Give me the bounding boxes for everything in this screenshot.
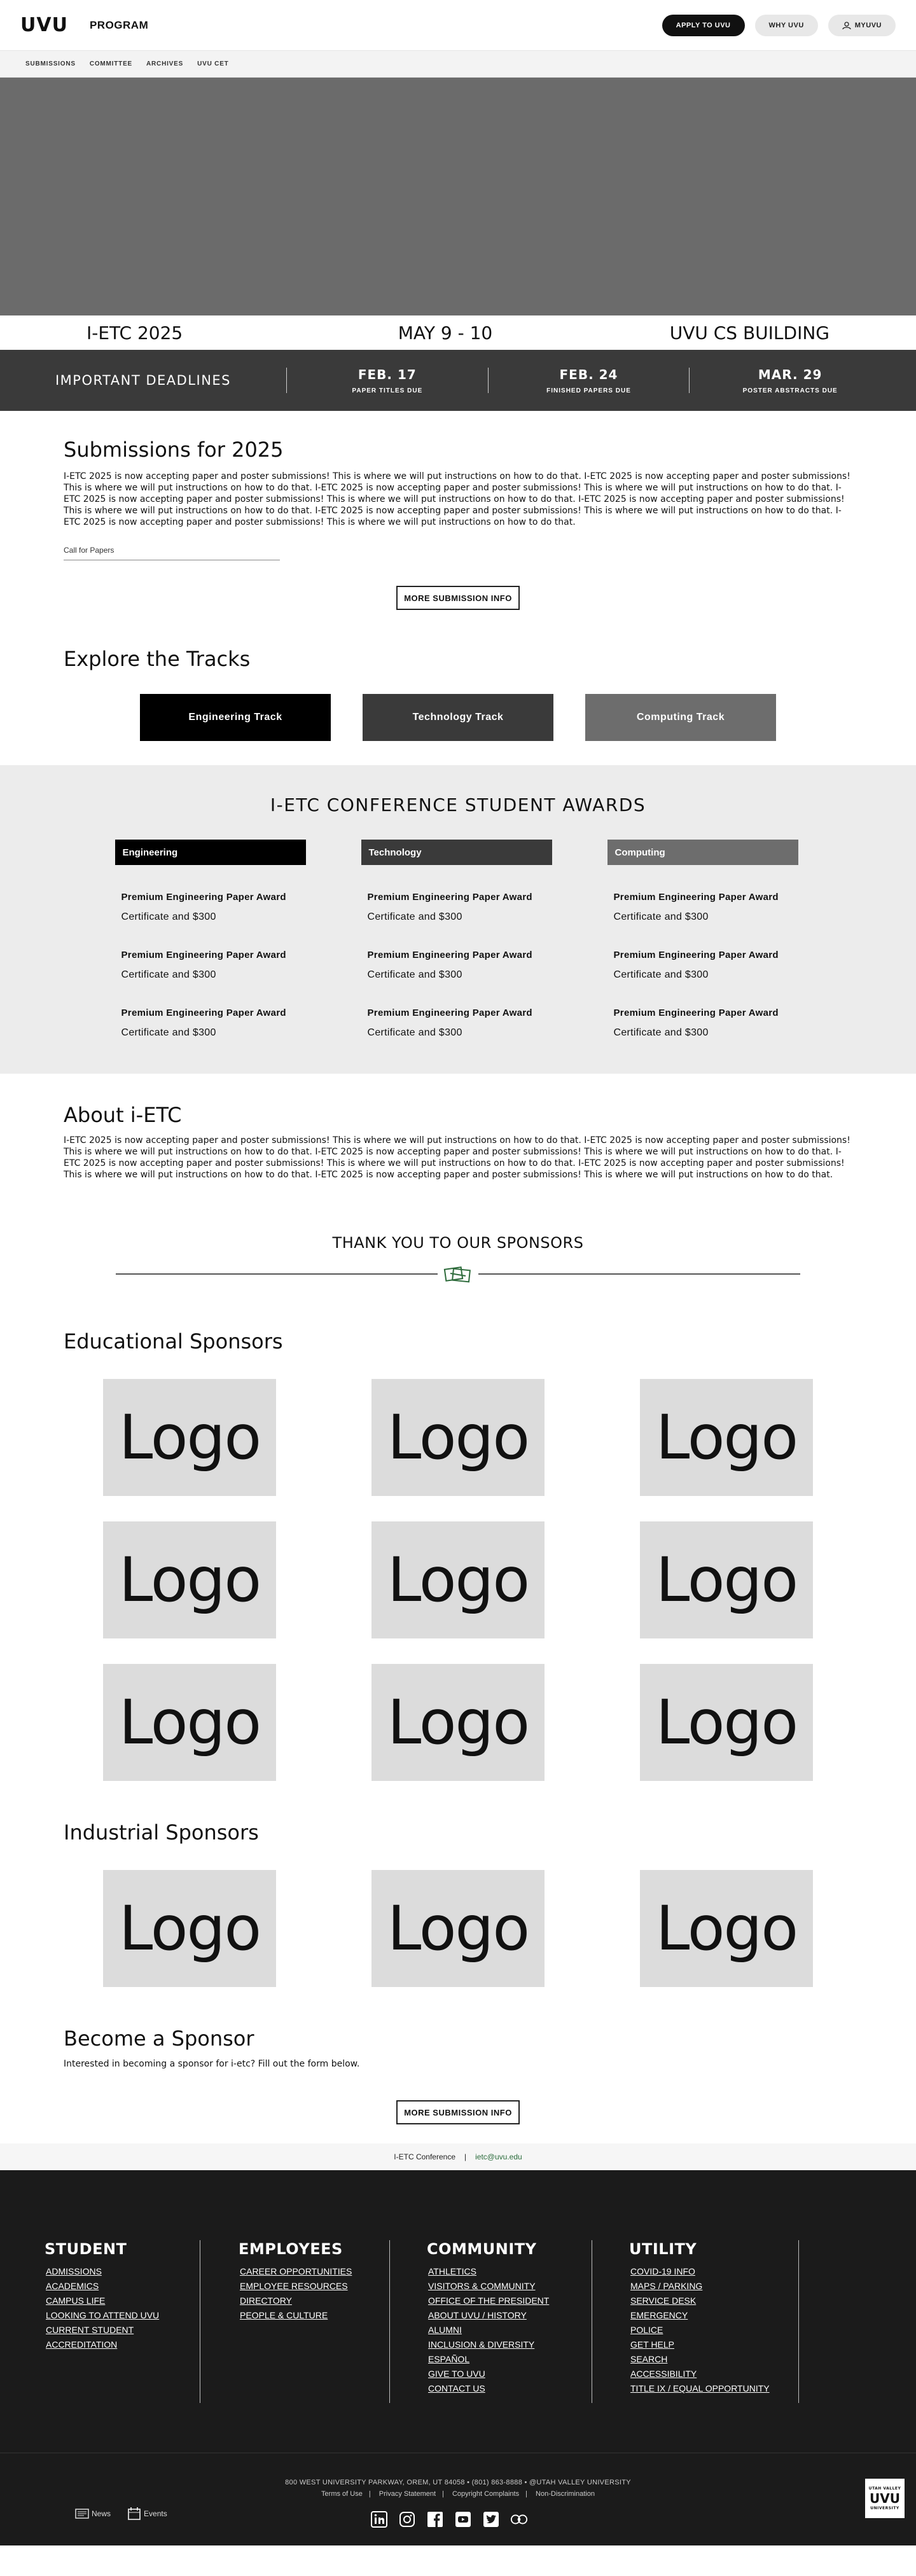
industrial-sponsors-header: [0, 1820, 916, 1845]
footer-link[interactable]: ALUMNI: [428, 2325, 462, 2335]
award-column-technology: [361, 840, 555, 1039]
deadline-item: [488, 368, 690, 393]
deadline-date: FEB. 17: [357, 366, 417, 382]
divider-line: [478, 1273, 800, 1275]
footer-address: 800 WEST UNIVERSITY PARKWAY, OREM, UT 84058 • (801) 863-8888 • @UTAH VALLEY UNIVERSITY: [285, 2479, 631, 2486]
sponsor-logo[interactable]: Logo: [371, 1664, 545, 1781]
award-column-heading: Technology: [361, 840, 552, 865]
news-link[interactable]: [75, 2507, 111, 2521]
footer-link[interactable]: VISITORS & COMMUNITY: [428, 2281, 536, 2291]
seal-top-text: UTAH VALLEY: [868, 2486, 901, 2491]
computing-track-button[interactable]: Computing Track: [585, 694, 776, 741]
linkedin-icon[interactable]: [370, 2510, 388, 2528]
footer-link[interactable]: GET HELP: [630, 2339, 674, 2350]
footer-link[interactable]: ABOUT UVU / HISTORY: [428, 2310, 527, 2320]
become-sponsor-title: Become a Sponsor: [64, 2026, 254, 2051]
award-item: [115, 892, 309, 923]
subnav-archives[interactable]: ARCHIVES: [146, 60, 184, 67]
uvu-logo[interactable]: UVU: [20, 14, 68, 36]
award-value: Certificate and $300: [367, 911, 462, 922]
footer-column-utility: [592, 2240, 799, 2403]
contact-separator: |: [464, 2152, 467, 2161]
sub-navigation: [0, 51, 916, 78]
award-name: Premium Engineering Paper Award: [613, 892, 779, 903]
footer-link[interactable]: ACCESSIBILITY: [630, 2369, 697, 2379]
sponsor-logo[interactable]: Logo: [640, 1379, 813, 1496]
footer-column-title: EMPLOYEES: [239, 2240, 343, 2258]
footer-link[interactable]: MAPS / PARKING: [630, 2281, 703, 2291]
footer-links: [45, 2264, 200, 2352]
legal-link[interactable]: Terms of Use: [321, 2490, 363, 2498]
twitter-icon[interactable]: [482, 2510, 500, 2528]
submissions-body: I-ETC 2025 is now accepting paper and poster submissions! This is where we will put instructions on how to do that. I-ETC 2025 is now accepting paper and poster submissions! This is where we will put instructions on how to do that. I-ETC 2025 is now accepting paper and poster submissions! This is where we will put instructions on how to do that. I-ETC 2025 is now accepting paper and poster submissions! This is where we will put instructions on how to do that. I-ETC 2025 is now accepting paper and poster submissions! This is where we will put instructions on how to do that. I-ETC 2025 is now accepting paper and poster submissions! This is where we will put instructions on how to do that. I-ETC 2025 is now accepting paper and poster submissions! This is where we will put instructions on how to do that.: [64, 471, 850, 527]
award-value: Certificate and $300: [367, 1027, 462, 1038]
seal-bottom-text: UNIVERSITY: [870, 2506, 899, 2510]
more-submission-info-button[interactable]: MORE SUBMISSION INFO: [396, 586, 520, 610]
deadline-date: MAR. 29: [758, 366, 822, 382]
about-section: [0, 1074, 916, 1181]
award-name: Premium Engineering Paper Award: [121, 1008, 286, 1018]
awards-section: [0, 765, 916, 1074]
footer-link[interactable]: OFFICE OF THE PRESIDENT: [428, 2296, 550, 2306]
engineering-track-button[interactable]: Engineering Track: [140, 694, 331, 741]
contact-name: I-ETC Conference: [394, 2152, 455, 2161]
divider-line: [116, 1273, 438, 1275]
footer-link[interactable]: COVID-19 INFO: [630, 2266, 695, 2276]
handshake-icon: [438, 1264, 478, 1284]
become-sponsor-button-row: [0, 2100, 916, 2124]
sponsor-logo[interactable]: Logo: [103, 1870, 276, 1987]
deadline-label: PAPER TITLES DUE: [352, 387, 423, 394]
social-links: [370, 2510, 528, 2528]
award-item: [607, 1008, 802, 1039]
youtube-icon[interactable]: [454, 2510, 472, 2528]
educational-sponsors-title: Educational Sponsors: [64, 1329, 283, 1354]
technology-track-button[interactable]: Technology Track: [363, 694, 553, 741]
sponsors-divider: [0, 1264, 916, 1284]
award-item: [115, 950, 309, 981]
award-name: Premium Engineering Paper Award: [367, 892, 532, 903]
footer-links: [427, 2264, 592, 2396]
hero-image: [0, 78, 916, 315]
educational-sponsors-header: [0, 1329, 916, 1354]
footer-link[interactable]: ATHLETICS: [428, 2266, 476, 2276]
award-name: Premium Engineering Paper Award: [613, 1008, 779, 1018]
deadlines-title: IMPORTANT DEADLINES: [55, 373, 232, 388]
myuvu-button[interactable]: [828, 15, 896, 36]
award-name: Premium Engineering Paper Award: [121, 950, 286, 960]
footer-column-title: COMMUNITY: [427, 2240, 537, 2258]
footer-link[interactable]: PEOPLE & CULTURE: [240, 2310, 328, 2320]
tiktok-icon[interactable]: [510, 2510, 528, 2528]
footer-link[interactable]: CAREER OPPORTUNITIES: [240, 2266, 352, 2276]
footer-column-community: [390, 2240, 592, 2403]
sponsor-logo[interactable]: Logo: [371, 1521, 545, 1638]
footer-link[interactable]: EMPLOYEE RESOURCES: [240, 2281, 348, 2291]
subnav-committee[interactable]: COMMITTEE: [89, 60, 133, 67]
facebook-icon[interactable]: [426, 2510, 444, 2528]
footer-link[interactable]: TITLE IX / EQUAL OPPORTUNITY: [630, 2383, 770, 2393]
contact-email-link[interactable]: ietc@uvu.edu: [475, 2152, 522, 2161]
footer-link[interactable]: DIRECTORY: [240, 2296, 292, 2306]
tracks-list: [0, 694, 916, 741]
sponsors-thanks-heading: THANK YOU TO OUR SPONSORS: [332, 1234, 584, 1252]
tracks-section: [0, 647, 916, 671]
event-info-bar: [0, 315, 916, 350]
tracks-title: Explore the Tracks: [64, 647, 251, 671]
footer-column-student: [45, 2240, 200, 2403]
award-item: [607, 892, 802, 923]
subnav-submissions[interactable]: SUBMISSIONS: [25, 60, 76, 67]
sponsor-logo[interactable]: Logo: [371, 1870, 545, 1987]
award-value: Certificate and $300: [613, 969, 709, 980]
footer-link[interactable]: ACCREDITATION: [46, 2339, 118, 2350]
award-value: Certificate and $300: [121, 969, 216, 980]
become-sponsor-info-button[interactable]: MORE SUBMISSION INFO: [396, 2100, 520, 2124]
footer-link[interactable]: SEARCH: [630, 2354, 668, 2364]
deadline-date: FEB. 24: [559, 366, 618, 382]
awards-title: I-ETC CONFERENCE STUDENT AWARDS: [270, 794, 646, 815]
sponsor-logo[interactable]: Logo: [640, 1521, 813, 1638]
footer-links: [239, 2264, 389, 2323]
footer-link[interactable]: ADMISSIONS: [46, 2266, 102, 2276]
footer-column-employees: [200, 2240, 390, 2403]
sponsor-logo[interactable]: Logo: [640, 1664, 813, 1781]
program-title: PROGRAM: [89, 18, 149, 31]
sponsor-logo[interactable]: Logo: [371, 1379, 545, 1496]
sponsor-logo[interactable]: Logo: [640, 1870, 813, 1987]
event-location: UVU CS BUILDING: [669, 322, 829, 343]
footer-link[interactable]: SERVICE DESK: [630, 2296, 697, 2306]
industrial-sponsors-grid: [0, 1870, 916, 1987]
award-item: [361, 950, 555, 981]
deadline-item: [689, 368, 891, 393]
award-value: Certificate and $300: [613, 911, 709, 922]
subnav-uvu-cet[interactable]: UVU CET: [197, 60, 229, 67]
news-label: News: [92, 2509, 111, 2518]
submissions-title: Submissions for 2025: [64, 438, 284, 462]
user-icon: [842, 22, 851, 29]
site-footer: [0, 2170, 916, 2453]
legal-link[interactable]: Non-Discrimination: [536, 2490, 595, 2498]
award-name: Premium Engineering Paper Award: [367, 1008, 532, 1018]
footer-link[interactable]: CAMPUS LIFE: [46, 2296, 106, 2306]
award-column-computing: [607, 840, 802, 1039]
footer-link[interactable]: ACADEMICS: [46, 2281, 99, 2291]
award-value: Certificate and $300: [121, 1027, 216, 1038]
educational-sponsors-grid: [0, 1379, 916, 1781]
footer-link[interactable]: LOOKING TO ATTEND UVU: [46, 2310, 160, 2320]
footer-column-title: UTILITY: [629, 2240, 697, 2258]
award-name: Premium Engineering Paper Award: [121, 892, 286, 903]
newspaper-icon: [75, 2509, 89, 2519]
footer-link[interactable]: POLICE: [630, 2325, 663, 2335]
footer-link[interactable]: ESPAÑOL: [428, 2354, 470, 2364]
uvu-seal-logo[interactable]: [865, 2479, 905, 2518]
contact-bar: [0, 2143, 916, 2170]
event-date: MAY 9 - 10: [398, 322, 493, 343]
events-label: Events: [144, 2509, 167, 2518]
footer-legal-links: Terms of Use | Privacy Statement | Copyright Complaints | Non-Discrimination: [321, 2490, 595, 2498]
why-uvu-button[interactable]: WHY UVU: [755, 15, 818, 36]
award-name: Premium Engineering Paper Award: [367, 950, 532, 960]
award-column-heading: Computing: [607, 840, 798, 865]
events-link[interactable]: [127, 2507, 167, 2521]
award-column-engineering: [115, 840, 309, 1039]
about-title: About i-ETC: [64, 1103, 182, 1127]
award-value: Certificate and $300: [367, 969, 462, 980]
top-header: [0, 0, 916, 51]
call-for-papers-link[interactable]: Call for Papers: [64, 546, 280, 560]
deadline-item: [286, 368, 488, 393]
become-sponsor-section: [0, 2026, 916, 2070]
award-value: Certificate and $300: [121, 911, 216, 922]
footer-bottom: [0, 2453, 916, 2545]
award-item: [115, 1008, 309, 1039]
legal-link[interactable]: Copyright Complaints: [452, 2490, 520, 2498]
footer-link[interactable]: EMERGENCY: [630, 2310, 688, 2320]
footer-link[interactable]: CURRENT STUDENT: [46, 2325, 134, 2335]
submissions-section: [0, 411, 916, 560]
awards-columns: [0, 840, 916, 1039]
footer-link[interactable]: GIVE TO UVU: [428, 2369, 485, 2379]
footer-columns: [45, 2170, 871, 2403]
seal-mark: UVU: [870, 2491, 900, 2506]
legal-link[interactable]: Privacy Statement: [378, 2490, 436, 2498]
sponsor-logo[interactable]: Logo: [103, 1664, 276, 1781]
award-item: [361, 892, 555, 923]
apply-button[interactable]: APPLY TO UVU: [662, 15, 745, 36]
about-body: I-ETC 2025 is now accepting paper and poster submissions! This is where we will put instructions on how to do that. I-ETC 2025 is now accepting paper and poster submissions! This is where we will put instructions on how to do that. I-ETC 2025 is now accepting paper and poster submissions! This is where we will put instructions on how to do that. I-ETC 2025 is now accepting paper and poster submissions! This is where we will put instructions on how to do that. I-ETC 2025 is now accepting paper and poster submissions! This is where we will put instructions on how to do that. I-ETC 2025 is now accepting paper and poster submissions! This is where we will put instructions on how to do that.: [64, 1135, 850, 1180]
footer-links: [629, 2264, 798, 2396]
header-actions: [662, 15, 896, 36]
sponsor-logo[interactable]: Logo: [103, 1521, 276, 1638]
industrial-sponsors-title: Industrial Sponsors: [64, 1820, 259, 1845]
submissions-button-row: [0, 586, 916, 610]
myuvu-label: MYUVU: [854, 21, 882, 29]
award-item: [361, 1008, 555, 1039]
sponsor-logo[interactable]: Logo: [103, 1379, 276, 1496]
deadline-label: FINISHED PAPERS DUE: [546, 387, 631, 394]
award-column-heading: Engineering: [115, 840, 306, 865]
calendar-icon: [127, 2507, 141, 2521]
event-name: I-ETC 2025: [87, 322, 183, 343]
news-events-links: [75, 2507, 167, 2521]
footer-column-title: STUDENT: [45, 2240, 127, 2258]
award-value: Certificate and $300: [613, 1027, 709, 1038]
footer-link[interactable]: INCLUSION & DIVERSITY: [428, 2339, 535, 2350]
award-name: Premium Engineering Paper Award: [613, 950, 779, 960]
deadline-label: POSTER ABSTRACTS DUE: [742, 387, 838, 394]
instagram-icon[interactable]: [398, 2510, 416, 2528]
footer-link[interactable]: CONTACT US: [428, 2383, 485, 2393]
deadlines-bar: [0, 350, 916, 411]
become-sponsor-body: Interested in becoming a sponsor for i-etc? Fill out the form below.: [64, 2059, 360, 2069]
award-item: [607, 950, 802, 981]
